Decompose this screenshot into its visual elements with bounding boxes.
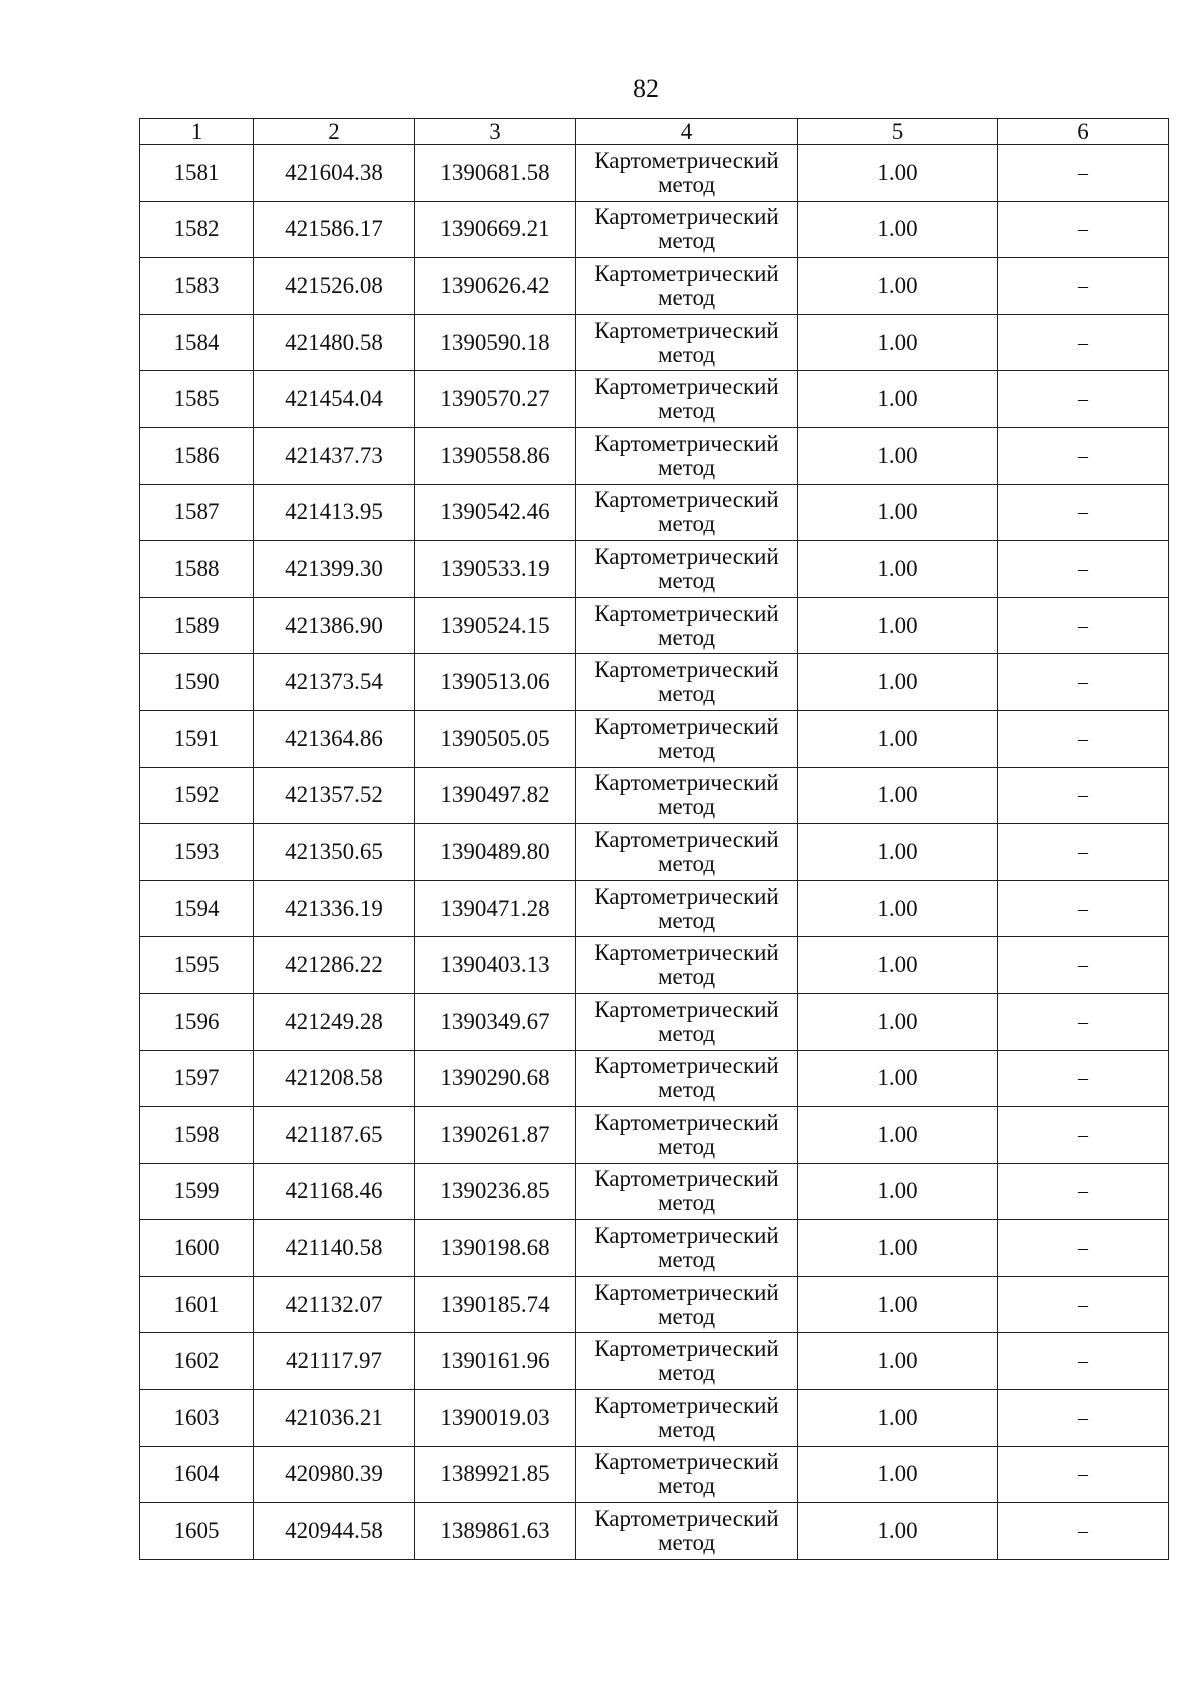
accuracy-cell: 1.00: [798, 1220, 998, 1277]
y-coordinate-cell: 1390505.05: [415, 710, 576, 767]
method-line-2: метод: [657, 1133, 716, 1159]
note-cell: –: [998, 824, 1169, 881]
method-line-1: Картометрический: [594, 1392, 779, 1418]
accuracy-cell: 1.00: [798, 880, 998, 937]
table-row: [140, 201, 1169, 258]
table-row: [140, 1220, 1169, 1277]
point-number-cell: 1597: [140, 1050, 254, 1107]
table-row: [140, 767, 1169, 824]
x-coordinate-cell: 421454.04: [254, 371, 415, 428]
table-row: [140, 824, 1169, 881]
accuracy-cell: 1.00: [798, 1276, 998, 1333]
x-coordinate-cell: 420980.39: [254, 1446, 415, 1503]
note-cell: –: [998, 145, 1169, 202]
method-line-2: метод: [657, 1020, 716, 1046]
method-line-1: Картометрический: [594, 147, 779, 173]
method-line-2: метод: [657, 1077, 716, 1103]
y-coordinate-cell: 1390513.06: [415, 654, 576, 711]
x-coordinate-cell: 421249.28: [254, 993, 415, 1050]
point-number-cell: 1600: [140, 1220, 254, 1277]
x-coordinate-cell: 421336.19: [254, 880, 415, 937]
method-cell: [576, 314, 798, 371]
method-line-1: Картометрический: [594, 543, 779, 569]
table-row: [140, 1050, 1169, 1107]
method-line-1: Картометрический: [594, 1506, 779, 1532]
y-coordinate-cell: 1390236.85: [415, 1163, 576, 1220]
point-number-cell: 1603: [140, 1390, 254, 1447]
y-coordinate-cell: 1390590.18: [415, 314, 576, 371]
point-number-cell: 1596: [140, 993, 254, 1050]
method-line-1: Картометрический: [594, 1279, 779, 1305]
y-coordinate-cell: 1389921.85: [415, 1446, 576, 1503]
table-row: [140, 1163, 1169, 1220]
table-row: [140, 880, 1169, 937]
x-coordinate-cell: 421399.30: [254, 541, 415, 598]
x-coordinate-cell: 421364.86: [254, 710, 415, 767]
x-coordinate-cell: 421350.65: [254, 824, 415, 881]
note-cell: –: [998, 541, 1169, 598]
page-number: 82: [633, 74, 659, 103]
method-line-2: метод: [657, 284, 716, 310]
note-cell: –: [998, 1050, 1169, 1107]
table-row: [140, 710, 1169, 767]
method-line-1: Картометрический: [594, 713, 779, 739]
accuracy-cell: 1.00: [798, 654, 998, 711]
method-cell: [576, 371, 798, 428]
method-line-1: Картометрический: [594, 430, 779, 456]
x-coordinate-cell: 420944.58: [254, 1503, 415, 1560]
point-number-cell: 1599: [140, 1163, 254, 1220]
accuracy-cell: 1.00: [798, 201, 998, 258]
method-line-1: Картометрический: [594, 940, 779, 966]
method-line-2: метод: [657, 907, 716, 933]
y-coordinate-cell: 1389861.63: [415, 1503, 576, 1560]
note-cell: –: [998, 314, 1169, 371]
table-row: [140, 145, 1169, 202]
point-number-cell: 1601: [140, 1276, 254, 1333]
point-number-cell: 1587: [140, 484, 254, 541]
x-coordinate-cell: 421132.07: [254, 1276, 415, 1333]
accuracy-cell: 1.00: [798, 1390, 998, 1447]
y-coordinate-cell: 1390626.42: [415, 258, 576, 315]
x-coordinate-cell: 421286.22: [254, 937, 415, 994]
method-cell: [576, 993, 798, 1050]
note-cell: –: [998, 1446, 1169, 1503]
table-row: [140, 993, 1169, 1050]
method-line-1: Картометрический: [594, 826, 779, 852]
accuracy-cell: 1.00: [798, 1503, 998, 1560]
point-number-cell: 1602: [140, 1333, 254, 1390]
method-line-1: Картометрический: [594, 883, 779, 909]
table-row: [140, 484, 1169, 541]
accuracy-cell: 1.00: [798, 1050, 998, 1107]
method-cell: [576, 1333, 798, 1390]
method-line-2: метод: [657, 624, 716, 650]
method-cell: [576, 1107, 798, 1164]
header-col-1: 1: [140, 119, 254, 145]
point-number-cell: 1589: [140, 597, 254, 654]
method-cell: [576, 654, 798, 711]
y-coordinate-cell: 1390524.15: [415, 597, 576, 654]
table-row: [140, 1107, 1169, 1164]
header-col-4: 4: [576, 119, 798, 145]
accuracy-cell: 1.00: [798, 767, 998, 824]
note-cell: –: [998, 371, 1169, 428]
method-line-1: Картометрический: [594, 487, 779, 513]
method-line-1: Картометрический: [594, 1449, 779, 1475]
table-row: [140, 541, 1169, 598]
method-line-2: метод: [657, 850, 716, 876]
point-number-cell: 1592: [140, 767, 254, 824]
note-cell: –: [998, 767, 1169, 824]
method-line-1: Картометрический: [594, 260, 779, 286]
point-number-cell: 1583: [140, 258, 254, 315]
x-coordinate-cell: 421413.95: [254, 484, 415, 541]
table-row: [140, 1390, 1169, 1447]
accuracy-cell: 1.00: [798, 1446, 998, 1503]
method-line-1: Картометрический: [594, 657, 779, 683]
method-line-1: Картометрический: [594, 770, 779, 796]
accuracy-cell: 1.00: [798, 145, 998, 202]
method-cell: [576, 937, 798, 994]
method-line-2: метод: [657, 398, 716, 424]
method-line-2: метод: [657, 1303, 716, 1329]
y-coordinate-cell: 1390489.80: [415, 824, 576, 881]
x-coordinate-cell: 421526.08: [254, 258, 415, 315]
method-line-1: Картометрический: [594, 1336, 779, 1362]
x-coordinate-cell: 421187.65: [254, 1107, 415, 1164]
method-cell: [576, 201, 798, 258]
accuracy-cell: 1.00: [798, 1333, 998, 1390]
method-line-1: Картометрический: [594, 996, 779, 1022]
point-number-cell: 1595: [140, 937, 254, 994]
x-coordinate-cell: 421437.73: [254, 427, 415, 484]
x-coordinate-cell: 421373.54: [254, 654, 415, 711]
accuracy-cell: 1.00: [798, 937, 998, 994]
point-number-cell: 1586: [140, 427, 254, 484]
method-line-1: Картометрический: [594, 204, 779, 230]
method-line-1: Картометрический: [594, 1166, 779, 1192]
scan-artifact: [555, 1595, 695, 1603]
method-line-1: Картометрический: [594, 600, 779, 626]
x-coordinate-cell: 421357.52: [254, 767, 415, 824]
table-body: [140, 145, 1169, 1560]
method-cell: [576, 710, 798, 767]
method-line-2: метод: [657, 341, 716, 367]
y-coordinate-cell: 1390403.13: [415, 937, 576, 994]
method-cell: [576, 1503, 798, 1560]
point-number-cell: 1598: [140, 1107, 254, 1164]
table-row: [140, 937, 1169, 994]
method-cell: [576, 767, 798, 824]
note-cell: –: [998, 1276, 1169, 1333]
y-coordinate-cell: 1390669.21: [415, 201, 576, 258]
table-row: [140, 597, 1169, 654]
accuracy-cell: 1.00: [798, 710, 998, 767]
method-line-2: метод: [657, 737, 716, 763]
y-coordinate-cell: 1390198.68: [415, 1220, 576, 1277]
y-coordinate-cell: 1390185.74: [415, 1276, 576, 1333]
table-row: [140, 654, 1169, 711]
note-cell: –: [998, 427, 1169, 484]
table-row: [140, 1503, 1169, 1560]
y-coordinate-cell: 1390497.82: [415, 767, 576, 824]
method-line-2: метод: [657, 1530, 716, 1556]
accuracy-cell: 1.00: [798, 484, 998, 541]
method-line-1: Картометрический: [594, 1053, 779, 1079]
table-row: [140, 1446, 1169, 1503]
method-cell: [576, 880, 798, 937]
note-cell: –: [998, 258, 1169, 315]
method-cell: [576, 1276, 798, 1333]
y-coordinate-cell: 1390542.46: [415, 484, 576, 541]
method-cell: [576, 824, 798, 881]
y-coordinate-cell: 1390349.67: [415, 993, 576, 1050]
method-cell: [576, 597, 798, 654]
y-coordinate-cell: 1390533.19: [415, 541, 576, 598]
table-row: [140, 371, 1169, 428]
method-cell: [576, 1220, 798, 1277]
x-coordinate-cell: 421604.38: [254, 145, 415, 202]
point-number-cell: 1581: [140, 145, 254, 202]
method-line-1: Картометрический: [594, 1223, 779, 1249]
note-cell: –: [998, 993, 1169, 1050]
method-line-2: метод: [657, 1190, 716, 1216]
note-cell: –: [998, 1333, 1169, 1390]
y-coordinate-cell: 1390290.68: [415, 1050, 576, 1107]
method-line-2: метод: [657, 681, 716, 707]
x-coordinate-cell: 421036.21: [254, 1390, 415, 1447]
header-col-2: 2: [254, 119, 415, 145]
method-line-1: Картометрический: [594, 1109, 779, 1135]
method-line-2: метод: [657, 1247, 716, 1273]
accuracy-cell: 1.00: [798, 541, 998, 598]
header-col-6: 6: [998, 119, 1169, 145]
point-number-cell: 1584: [140, 314, 254, 371]
header-col-5: 5: [798, 119, 998, 145]
method-line-2: метод: [657, 567, 716, 593]
method-line-1: Картометрический: [594, 317, 779, 343]
note-cell: –: [998, 201, 1169, 258]
accuracy-cell: 1.00: [798, 1163, 998, 1220]
note-cell: –: [998, 654, 1169, 711]
point-number-cell: 1590: [140, 654, 254, 711]
note-cell: –: [998, 1220, 1169, 1277]
x-coordinate-cell: 421586.17: [254, 201, 415, 258]
point-number-cell: 1594: [140, 880, 254, 937]
y-coordinate-cell: 1390558.86: [415, 427, 576, 484]
method-line-2: метод: [657, 964, 716, 990]
note-cell: –: [998, 710, 1169, 767]
method-cell: [576, 1446, 798, 1503]
table-row: [140, 258, 1169, 315]
method-cell: [576, 484, 798, 541]
note-cell: –: [998, 1390, 1169, 1447]
method-cell: [576, 145, 798, 202]
y-coordinate-cell: 1390261.87: [415, 1107, 576, 1164]
accuracy-cell: 1.00: [798, 597, 998, 654]
method-cell: [576, 1390, 798, 1447]
header-row: [140, 119, 1169, 145]
x-coordinate-cell: 421117.97: [254, 1333, 415, 1390]
y-coordinate-cell: 1390471.28: [415, 880, 576, 937]
accuracy-cell: 1.00: [798, 314, 998, 371]
y-coordinate-cell: 1390681.58: [415, 145, 576, 202]
method-cell: [576, 427, 798, 484]
method-cell: [576, 541, 798, 598]
table-row: [140, 314, 1169, 371]
note-cell: –: [998, 937, 1169, 994]
point-number-cell: 1582: [140, 201, 254, 258]
method-line-2: метод: [657, 794, 716, 820]
note-cell: –: [998, 1163, 1169, 1220]
point-number-cell: 1588: [140, 541, 254, 598]
point-number-cell: 1604: [140, 1446, 254, 1503]
x-coordinate-cell: 421480.58: [254, 314, 415, 371]
note-cell: –: [998, 880, 1169, 937]
accuracy-cell: 1.00: [798, 371, 998, 428]
method-line-2: метод: [657, 454, 716, 480]
note-cell: –: [998, 484, 1169, 541]
method-line-1: Картометрический: [594, 374, 779, 400]
point-number-cell: 1585: [140, 371, 254, 428]
method-line-2: метод: [657, 171, 716, 197]
method-line-2: метод: [657, 1473, 716, 1499]
method-cell: [576, 1050, 798, 1107]
coordinates-table: [139, 118, 1169, 1560]
accuracy-cell: 1.00: [798, 427, 998, 484]
x-coordinate-cell: 421168.46: [254, 1163, 415, 1220]
x-coordinate-cell: 421208.58: [254, 1050, 415, 1107]
method-line-2: метод: [657, 1416, 716, 1442]
table-row: [140, 1333, 1169, 1390]
accuracy-cell: 1.00: [798, 1107, 998, 1164]
x-coordinate-cell: 421386.90: [254, 597, 415, 654]
method-cell: [576, 1163, 798, 1220]
method-line-2: метод: [657, 511, 716, 537]
table-header: [140, 119, 1169, 145]
accuracy-cell: 1.00: [798, 993, 998, 1050]
table-row: [140, 1276, 1169, 1333]
y-coordinate-cell: 1390570.27: [415, 371, 576, 428]
method-cell: [576, 258, 798, 315]
y-coordinate-cell: 1390019.03: [415, 1390, 576, 1447]
note-cell: –: [998, 1503, 1169, 1560]
y-coordinate-cell: 1390161.96: [415, 1333, 576, 1390]
accuracy-cell: 1.00: [798, 824, 998, 881]
table-row: [140, 427, 1169, 484]
note-cell: –: [998, 1107, 1169, 1164]
x-coordinate-cell: 421140.58: [254, 1220, 415, 1277]
note-cell: –: [998, 597, 1169, 654]
point-number-cell: 1591: [140, 710, 254, 767]
point-number-cell: 1593: [140, 824, 254, 881]
accuracy-cell: 1.00: [798, 258, 998, 315]
point-number-cell: 1605: [140, 1503, 254, 1560]
method-line-2: метод: [657, 1360, 716, 1386]
method-line-2: метод: [657, 228, 716, 254]
header-col-3: 3: [415, 119, 576, 145]
